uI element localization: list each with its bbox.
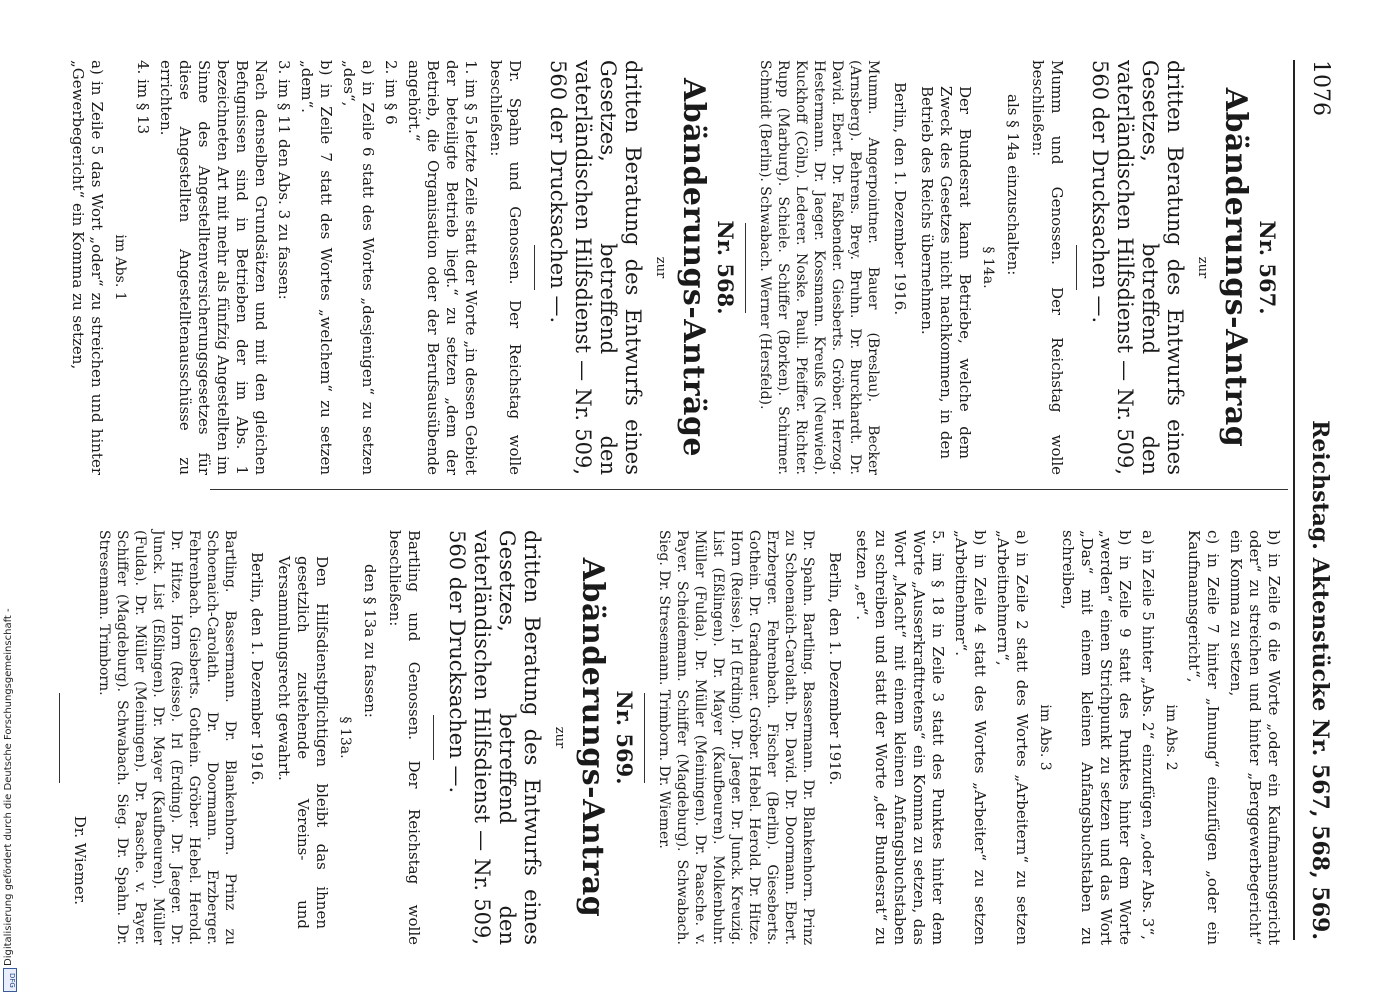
right-column [49,530,1283,945]
doc-569-last-signatory: Dr. Wiemer. [71,815,89,905]
doc-567-subject: dritten Beratung des Entwurfs eines Gesetzes, betreffend den vaterländischen Hilfsdienst — Nr. 509, 560 der Drucksachen —. [1088,60,1187,475]
left-column [64,60,1283,475]
doc-568-date: Berlin, den 1. Dezember 1916. [826,552,844,786]
doc-568-item-4-abs: im Abs. 1 [112,234,128,301]
separator [433,715,434,760]
doc-568-item-3-quote: Nach denselben Grundsätzen und mit den gleichen Befugnissen sind in Betrieben der im Abs. 1 bezeichneten Art mit mehr als fünfzig Angestellten im Sinne des Angestelltenversicherungsgesetzes für diese Angestellten Angestelltenausschüsse zu errichten. [157,60,270,475]
doc-568-item-2a: a) in Zeile 6 statt des Wortes „desjenigen“ zu setzen „des“, [340,60,377,475]
doc-568-item-4b: b) in Zeile 6 die Worte „oder ein Kaufmannsgericht oder“ zu streichen und hinter „Berggewerbegericht“ ein Komma zu setzen, [1227,530,1283,945]
doc-567-title: Abänderungs-Antrag [1218,87,1253,448]
doc-569-number: Nr. 569. [612,690,637,785]
digitization-footer [2,596,16,996]
doc-568-abs-3: im Abs. 3 [1037,704,1053,771]
separator [745,223,746,313]
doc-568-item-2b: b) in Zeile 7 statt des Wortes „welchem“ zu setzen „dem“. [298,60,335,475]
doc-567-section: § 14a. [980,246,996,289]
doc-567-number: Nr. 567. [1255,220,1280,315]
doc-568-item-4c: c) in Zeile 7 hinter „Innung“ einzufügen „oder ein Kaufmannsgericht“, [1185,530,1222,945]
doc-568-abs-3-a: a) in Zeile 2 statt des Wortes „Arbeitern“ zu setzen „Arbeitnehmern“, [994,530,1031,945]
doc-568-item-4a: a) in Zeile 5 das Wort „oder“ zu streichen und hinter „Gewerbegericht“ ein Komma zu setzen, [69,60,106,475]
separator [534,245,535,290]
separator [59,693,60,783]
doc-568-item-1: 1. im § 5 letzte Zeile statt der Worte „in dessen Gebiet der beteiligte Betrieb liegt.“ zu setzen „dem der Betrieb, die Organisation oder der Berufsausübende angehört.“ [405,60,480,475]
doc-569-text: Den Hilfsdienstpflichtigen bleibt das ihnen gesetzlich zustehende Vereins- und Versammlungsrecht gewahrt. [275,556,331,929]
doc-569-title: Abänderungs-Antrag [575,557,610,918]
doc-569-signatories: Bartling. Bassermann. Dr. Blankenhorn. Prinz zu Schoenaich-Carolath. Dr. Doormann. Erzberger. Fehrenbach. Giesberts. Gothein. Gröber. Hebel. Herold. Dr. Hitze. Horn (Reisse). Irl (Erding). Dr. Jaeger. Dr. Junck. List (Eßlingen). Dr. Mayer (Kaufbeuren). Müller (Fulda). Dr. Müller (Meiningen). Dr. Paasche. v. Payer. Schiffer (Magdeburg). Schwabach. Sieg. Dr. Spahn. Dr. Stresemann. Trimborn. [96,530,238,945]
doc-567-intro: Mumm und Genossen. Der Reichstag wolle beschließen: [1029,60,1066,475]
doc-567-insert: als § 14a einzuschalten: [1004,94,1022,276]
doc-568-zur: zur [653,256,668,279]
header-rule [1293,60,1295,940]
doc-568-title: Abänderungs-Anträge [676,77,711,458]
doc-568-signatories: Dr. Spahn. Bartling. Bassermann. Dr. Blankenhorn. Prinz zu Schoenaich-Carolath. Dr. David. Dr. Doormann. Ebert. Erzberger. Fehrenbach. Fischer (Berlin). Gieseberts. Gothein. Dr. Gradnauer. Gröber. Hebel. Herold. Dr. Hitze. Horn (Reisse). Irl (Erding). Dr. Jaeger. Dr. Junck. Kreuzig. List (Eßlingen). Dr. Mayer (Kaufbeuren). Molkenbuhr. Müller (Fulda). Dr. Müller (Meiningen). Dr. Paasche. v. Payer. Scheidemann. Schiffer (Magdeburg). Schwabach. Sieg. Dr. Stresemann. Trimborn. Dr. Wiemer. [656,530,816,945]
separator [1076,245,1077,290]
doc-569-intro: Bartling und Genossen. Der Reichstag wolle beschließen: [386,530,423,945]
doc-569-insert: den § 13a zu fassen: [361,564,379,718]
doc-568-abs-2: im Abs. 2 [1163,704,1179,771]
doc-568-abs-2-a: a) in Zeile 5 hinter „Abs. 2“ einzufügen „oder Abs. 3“, [1139,530,1157,940]
column-divider [210,489,1288,490]
doc-568-subject: dritten Beratung des Entwurfs eines Gesetzes, betreffend den vaterländischen Hilfsdienst — Nr. 509, 560 der Drucksachen —. [546,60,645,475]
page-number: 1076 [1308,60,1333,116]
doc-568-intro: Dr. Spahn und Genossen. Der Reichstag wolle beschließen: [487,60,524,475]
doc-567-text: Der Bundesrat kann Betriebe, welche dem Zweck des Gesetzes nicht nachkommen, in den Betrieb des Reichs übernehmen. [918,86,974,459]
doc-569-subject: dritten Beratung des Entwurfs eines Gesetzes, betreffend den vaterländischen Hilfsdienst — Nr. 509, 560 der Drucksachen —. [445,530,544,945]
doc-567-date: Berlin, den 1. Dezember 1916. [891,82,909,316]
doc-568-abs-2-b: b) in Zeile 9 statt des Punktes hinter dem Worte „werden“ einen Strichpunkt zu setzen und das Wort „Das“ mit einem kleinen Anfangsbuchstaben zu schreiben, [1059,530,1134,945]
footer-text: Digitalisierung gefördert durch die Deutsche Forschungsgemeinschaft - [3,608,14,966]
doc-569-section: § 13a. [337,716,353,759]
doc-568-number: Nr. 568. [713,220,738,315]
dfg-logo-icon: DFG [3,968,17,992]
doc-567-zur: zur [1195,256,1210,279]
doc-567-signatories: Mumm. Angerpointner. Bauer (Breslau). Becker (Arnsberg). Behrens. Brey. Bruhn. Dr. Burckhardt. Dr. David. Ebert. Dr. Faßbender. Giesberts. Gröber. Herzog. Hestermann. Dr. Jaeger. Kossmann. Kreußs (Neuwied). Kuckhoff (Cöln). Lederer. Noske. Pauli. Pfeiffer. Richter. Rupp (Marburg). Schiele. Schiffer (Borken). Schirmer. Schmidt (Berlin). Schwabach. Werner (Hersfeld). [757,60,881,475]
doc-568-item-2: 2. im § 6 [382,60,400,125]
doc-569-zur: zur [552,726,567,749]
doc-568-abs-3-b: b) in Zeile 4 statt des Wortes „Arbeiter“ zu setzen „Arbeitnehmer“. [952,530,989,945]
doc-569-date: Berlin, den 1. Dezember 1916. [248,552,266,786]
doc-568-item-3: 3. im § 11 den Abs. 3 zu fassen: [275,60,293,300]
doc-568-item-4: 4. im § 13 [134,60,152,135]
running-head: Reichstag. Aktenstücke Nr. 567, 568, 569. [1307,420,1333,940]
separator [644,693,645,783]
doc-568-item-5: 5. im § 18 in Zeile 3 statt des Punktes hinter dem Worte „Ausserkrafttretens“ ein Komma zu setzen, das Wort „Macht“ mit einem kleinen Anfangsbuchstaben zu schreiben und statt der Worte „der Bundesrat“ zu setzen „er“. [853,530,947,945]
page-header [1303,60,1343,940]
